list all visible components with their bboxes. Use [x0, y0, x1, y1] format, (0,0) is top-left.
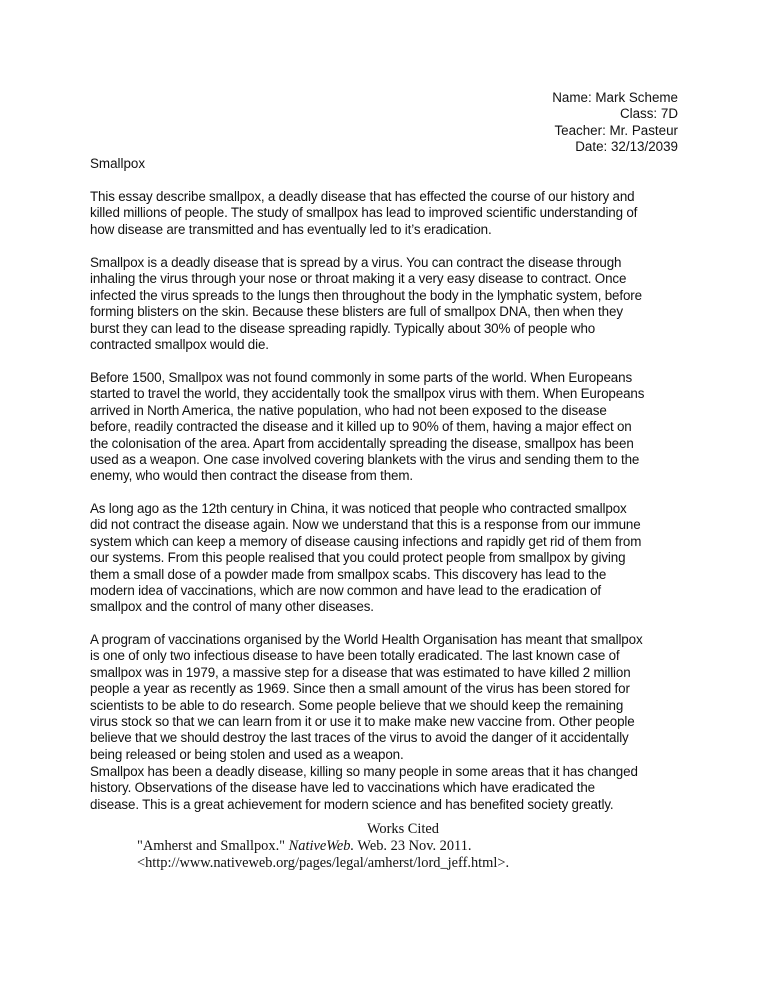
- works-cited-entry: [137, 838, 509, 872]
- student-info-header: [552, 90, 678, 156]
- citation-line: [137, 838, 509, 855]
- paragraph-eradication: [90, 632, 680, 763]
- text-line: virus stock so that we can learn from it or use it to make make new vaccine from. Other people: [90, 714, 635, 730]
- text-line: our systems. From this people realised that you could protect people from smallpox by giving: [90, 550, 626, 566]
- text-line: system which can keep a memory of disease causing infections and rapidly get rid of them from: [90, 533, 642, 549]
- paragraph-transmission: [90, 255, 680, 353]
- student-name: Name: Mark Scheme: [552, 90, 678, 105]
- paragraph-immunity: [90, 501, 680, 616]
- essay-title: Smallpox: [90, 156, 146, 171]
- text-line: disease. This is a great achievement for modern science and has benefited society greatly.: [90, 796, 614, 812]
- text-line: the colonisation of the area. Apart from accidentally spreading the disease, smallpox has been: [90, 435, 634, 451]
- text-line: scientists to be able to do research. Some people believe that we should keep the remaining: [90, 697, 624, 713]
- text-line: A program of vaccinations organised by the World Health Organisation has meant that smallpox: [90, 632, 643, 647]
- citation-url: <http://www.nativeweb.org/pages/legal/amherst/lord_jeff.html>.: [137, 855, 510, 871]
- citation-source: NativeWeb.: [288, 838, 355, 854]
- works-cited-heading-text: Works Cited: [367, 821, 439, 837]
- text-line: burst they can lead to the disease spreading rapidly. Typically about 30% of people who: [90, 320, 596, 336]
- text-line: believe that we should destroy the last traces of the virus to avoid the danger of it accidentally: [90, 730, 629, 746]
- teacher-name: Teacher: Mr. Pasteur: [554, 122, 678, 138]
- text-line: before, readily contracted the disease and it killed up to 90% of them, having a major effect on: [90, 419, 632, 435]
- student-class: Class: 7D: [619, 106, 678, 122]
- citation-title: "Amherst and Smallpox.": [137, 838, 286, 854]
- text-line: did not contract the disease again. Now we understand that this is a response from our immune: [90, 517, 641, 533]
- text-line: killed millions of people. The study of smallpox has lead to improved scientific understanding of: [90, 205, 638, 221]
- text-line: forming blisters on the skin. Because these blisters are full of smallpox DNA, then when they: [90, 304, 623, 320]
- citation-details: Web. 23 Nov. 2011.: [357, 838, 472, 854]
- text-line: This essay describe smallpox, a deadly disease that has effected the course of our history and: [90, 189, 635, 204]
- text-line: modern idea of vaccinations, which are now common and have lead to the eradication of: [90, 583, 602, 599]
- text-line: contracted smallpox would die.: [90, 337, 269, 353]
- text-line: people a year as recently as 1969. Since then a small amount of the virus has been stored for: [90, 681, 630, 697]
- works-cited-heading: [0, 821, 768, 838]
- text-line: Before 1500, Smallpox was not found commonly in some parts of the world. When Europeans: [90, 370, 633, 385]
- text-line: smallpox was in 1979, a massive step for a disease that was estimated to have killed 2 million: [90, 664, 631, 680]
- text-line: Smallpox is a deadly disease that is spread by a virus. You can contract the disease through: [90, 255, 622, 270]
- text-line: inhaling the virus through your nose or throat making it a very easy disease to contract. Once: [90, 271, 627, 287]
- text-line: is one of only two infectious disease to have been totally eradicated. The last known case of: [90, 648, 620, 664]
- text-line: how disease are transmitted and has eventually led to it’s eradication.: [90, 221, 492, 237]
- paragraph-introduction: [90, 189, 680, 238]
- text-line: them a small dose of a powder made from smallpox scabs. This discovery has lead to the: [90, 566, 607, 582]
- text-line: used as a weapon. One case involved covering blankets with the virus and sending them to the: [90, 452, 640, 468]
- text-line: being released or being stolen and used as a weapon.: [90, 746, 404, 762]
- text-line: history. Observations of the disease have led to vaccinations which have eradicated the: [90, 780, 595, 796]
- text-line: arrived in North America, the native population, who had not been exposed to the disease: [90, 402, 607, 418]
- text-line: infected the virus spreads to the lungs then throughout the body in the lymphatic system, before: [90, 287, 642, 303]
- text-line: As long ago as the 12th century in China, it was noticed that people who contracted smallpox: [90, 501, 627, 516]
- paragraph-conclusion: [90, 764, 680, 813]
- text-line: smallpox and the control of many other diseases.: [90, 599, 374, 615]
- paragraph-history: [90, 370, 680, 485]
- essay-date: Date: 32/13/2039: [575, 139, 678, 155]
- text-line: started to travel the world, they accidentally took the smallpox virus with them. When Europeans: [90, 386, 645, 402]
- text-line: Smallpox has been a deadly disease, killing so many people in some areas that it has changed: [90, 764, 638, 779]
- text-line: enemy, who would then contract the disease from them.: [90, 468, 414, 484]
